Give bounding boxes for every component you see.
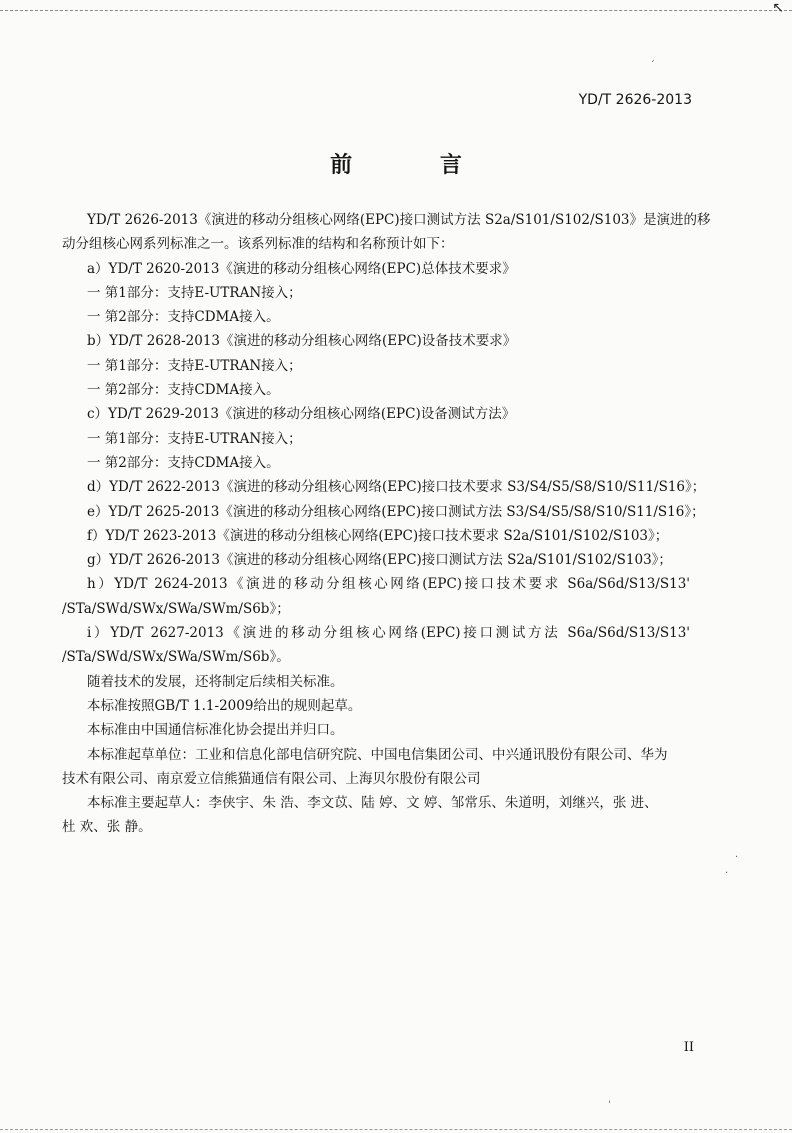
paragraph-line: 技术有限公司、南京爱立信熊猫通信有限公司、上海贝尔股份有限公司 (62, 770, 481, 787)
list-item: a）YD/T 2620-2013《演进的移动分组核心网络(EPC)总体技术要求》 (87, 260, 516, 277)
page-number: II (683, 1040, 694, 1055)
paragraph-line: 本标准起草单位：工业和信息化部电信研究院、中国电信集团公司、中兴通讯股份有限公司、华为 (87, 746, 668, 763)
list-item: b）YD/T 2628-2013《演进的移动分组核心网络(EPC)设备技术要求》 (87, 333, 517, 350)
paragraph-line: YD/T 2626-2013《演进的移动分组核心网络(EPC)接口测试方法 S2a/S101/S102/S103》是演进的移 (87, 212, 711, 228)
scan-speck: ˊ (650, 60, 655, 71)
list-item: 一 第1部分：支持E-UTRAN接入； (87, 430, 302, 447)
list-item: 一 第1部分：支持E-UTRAN接入； (87, 357, 302, 374)
page-title: 前 言 (330, 153, 502, 178)
scan-edge-bottom (0, 1129, 792, 1131)
list-item: 一 第1部分：支持E-UTRAN接入； (87, 284, 302, 301)
list-item: 一 第2部分：支持CDMA接入。 (87, 454, 280, 471)
scan-speck: · (725, 868, 729, 879)
corner-arrow-icon: ↖ (772, 0, 784, 16)
paragraph-line: 本标准按照GB/T 1.1-2009给出的规则起草。 (87, 697, 362, 714)
list-item: c）YD/T 2629-2013《演进的移动分组核心网络(EPC)设备测试方法》 (87, 406, 516, 423)
scan-speck: · (735, 852, 739, 863)
list-item: 一 第2部分：支持CDMA接入。 (87, 382, 280, 399)
list-item: h）YD/T 2624-2013《演进的移动分组核心网络(EPC)接口技术要求 S6a/S6d/S13/S13' (87, 576, 690, 593)
standard-code: YD/T 2626-2013 (578, 92, 692, 108)
paragraph-line: 本标准由中国通信标准化协会提出并归口。 (87, 722, 344, 739)
scan-edge-top (0, 0, 792, 11)
foreword-body (62, 208, 711, 840)
list-item: i）YD/T 2627-2013《演进的移动分组核心网络(EPC)接口测试方法 S6a/S6d/S13/S13' (87, 625, 690, 642)
list-item: d）YD/T 2622-2013《演进的移动分组核心网络(EPC)接口技术要求 S3/S4/S5/S8/S10/S11/S16》； (87, 479, 706, 496)
list-item: e）YD/T 2625-2013《演进的移动分组核心网络(EPC)接口测试方法 S3/S4/S5/S8/S10/S11/S16》； (87, 503, 705, 520)
paragraph-line: 动分组核心网系列标准之一。该系列标准的结构和名称预计如下： (62, 236, 454, 253)
list-item-continuation: /STa/SWd/SWx/SWa/SWm/S6b》。 (62, 649, 290, 666)
paragraph-line: 本标准主要起草人：李侠宇、朱 浩、李文苡、陆 婷、文 婷、邹常乐、朱道明，刘继兴，张 进、 (87, 795, 658, 812)
scan-speck: ˈ (608, 1100, 611, 1111)
list-item-continuation: /STa/SWd/SWx/SWa/SWm/S6b》； (62, 600, 290, 617)
paragraph-line: 杜 欢、张 静。 (62, 819, 152, 836)
list-item: f）YD/T 2623-2013《演进的移动分组核心网络(EPC)接口技术要求 S2a/S101/S102/S103》； (87, 527, 669, 544)
list-item: g）YD/T 2626-2013《演进的移动分组核心网络(EPC)接口测试方法 S2a/S101/S102/S103》； (87, 552, 672, 569)
list-item: 一 第2部分：支持CDMA接入。 (87, 309, 280, 326)
paragraph-line: 随着技术的发展，还将制定后续相关标准。 (87, 673, 344, 690)
